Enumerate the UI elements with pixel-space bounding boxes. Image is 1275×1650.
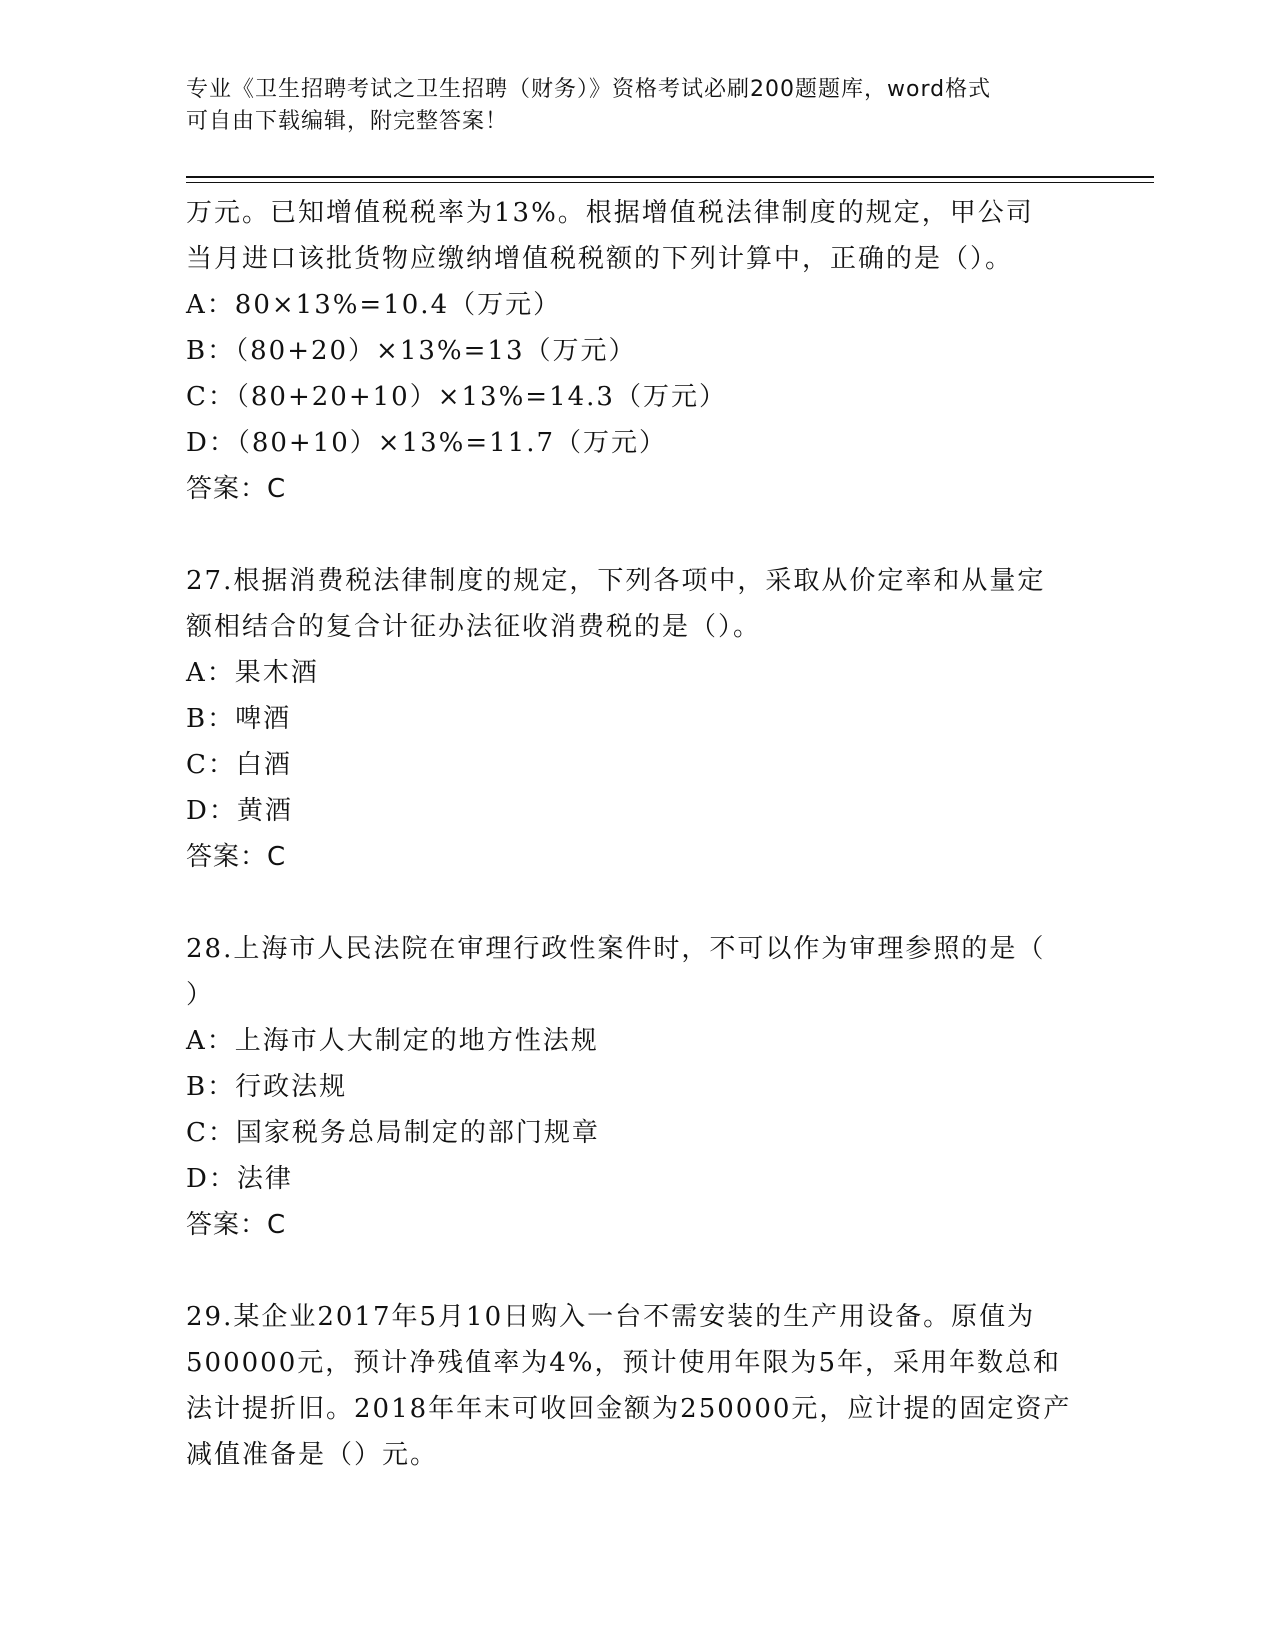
question-stem: 29.某企业2017年5月10日购入一台不需安装的生产用设备。原值为 [186, 1302, 1036, 1332]
spacer [186, 1248, 1086, 1294]
question-stem: 500000元，预计净残值率为4%，预计使用年限为5年，采用年数总和 [186, 1348, 1062, 1378]
header-divider-thin [186, 182, 1154, 183]
question-stem: 万元。已知增值税税率为13%。根据增值税法律制度的规定，甲公司 [186, 198, 1034, 228]
answer-line: 答案：C [186, 474, 287, 504]
option-c: C：白酒 [186, 750, 292, 780]
question-stem: 当月进口该批货物应缴纳增值税税额的下列计算中，正确的是（）。 [186, 244, 1014, 274]
question-29 [186, 1294, 1086, 1478]
answer-line: 答案：C [186, 1210, 287, 1240]
option-c: C：（80+20+10）×13%=14.3（万元） [186, 382, 727, 412]
question-26 [186, 190, 1086, 512]
option-c: C：国家税务总局制定的部门规章 [186, 1118, 600, 1148]
option-d: D：（80+10）×13%=11.7（万元） [186, 428, 668, 458]
question-stem: 减值准备是（）元。 [186, 1440, 439, 1470]
document-header [186, 74, 1086, 138]
option-b: B：行政法规 [186, 1072, 348, 1102]
option-d: D：黄酒 [186, 796, 293, 826]
question-stem: 额相结合的复合计征办法征收消费税的是（）。 [186, 612, 762, 642]
answer-line: 答案：C [186, 842, 287, 872]
question-stem: 27.根据消费税法律制度的规定，下列各项中，采取从价定率和从量定 [186, 566, 1046, 596]
question-stem: 28.上海市人民法院在审理行政性案件时，不可以作为审理参照的是（ [186, 934, 1046, 964]
question-stem: ） [186, 980, 215, 1010]
option-a: A：果木酒 [186, 658, 319, 688]
spacer [186, 880, 1086, 926]
header-title-line-1: 专业《卫生招聘考试之卫生招聘（财务）》资格考试必刷200题题库，word格式 [186, 77, 992, 102]
option-b: B：啤酒 [186, 704, 292, 734]
option-b: B：（80+20）×13%=13（万元） [186, 336, 637, 366]
question-list [186, 190, 1086, 1478]
question-stem: 法计提折旧。2018年年末可收回金额为250000元，应计提的固定资产 [186, 1394, 1072, 1424]
option-a: A：上海市人大制定的地方性法规 [186, 1026, 599, 1056]
question-27 [186, 558, 1086, 880]
question-28 [186, 926, 1086, 1248]
header-divider-thick [186, 176, 1154, 178]
header-title-line-2: 可自由下载编辑，附完整答案！ [186, 109, 509, 134]
option-a: A：80×13%=10.4（万元） [186, 290, 562, 320]
option-d: D：法律 [186, 1164, 293, 1194]
spacer [186, 512, 1086, 558]
